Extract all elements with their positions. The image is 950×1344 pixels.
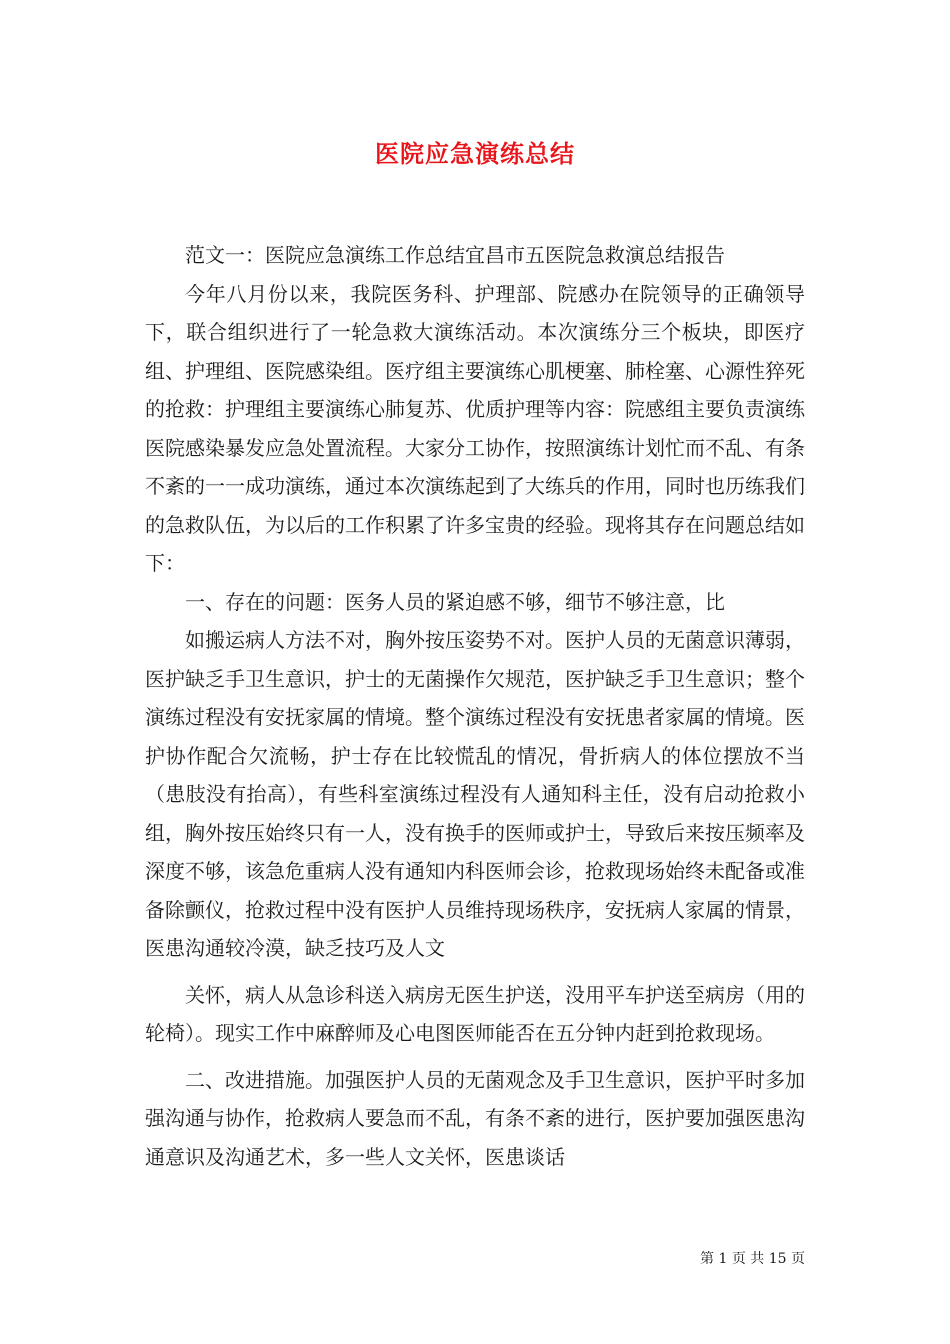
paragraph-improvements: 二、改进措施。加强医护人员的无菌观念及手卫生意识，医护平时多加强沟通与协作，抢救病人要急而不乱，有条不紊的进行，医护要加强医患沟通意识及沟通艺术，多一些人文关怀，医患谈话 [145,1067,805,1169]
page-number: 第 1 页 共 15 页 [700,1251,805,1267]
paragraph-problems-detail: 如搬运病人方法不对，胸外按压姿势不对。医护人员的无菌意识薄弱，医护缺乏手卫生意识，护士的无菌操作欠规范，医护缺乏手卫生意识；整个演练过程没有安抚家属的情境。整个演练过程没有安抚患者家属的情境。医护协作配合欠流畅，护士存在比较慌乱的情况，骨折病人的体位摆放不当（患肢没有抬高），有些科室演练过程没有人通知科主任，没有启动抢救小组，胸外按压始终只有一人，没有换手的医师或护士，导致后来按压频率及深度不够，该急危重病人没有通知内科医师会诊，抢救现场始终未配备或准备除颤仪，抢救过程中没有医护人员维持现场秩序，安抚病人家属的情景，医患沟通较冷漠，缺乏技巧及人文 [145,628,805,960]
paragraph-heading-line: 范文一：医院应急演练工作总结宜昌市五医院急救演总结报告 [185,243,725,267]
document-body [145,236,805,1176]
paragraph-gap [145,968,805,976]
paragraph-problems-heading: 一、存在的问题：医务人员的紧迫感不够，细节不够注意，比 [185,589,725,614]
paragraph-gap [145,1053,805,1061]
paragraph-care: 关怀，病人从急诊科送入病房无医生护送，没用平车护送至病房（用的轮椅）。现实工作中麻醉师及心电图医师能否在五分钟内赶到抢救现场。 [145,982,805,1045]
document-title: 医院应急演练总结 [375,140,575,168]
paragraph-intro: 今年八月份以来，我院医务科、护理部、院感办在院领导的正确领导下，联合组织进行了一轮急救大演练活动。本次演练分三个板块，即医疗组、护理组、医院感染组。医疗组主要演练心肌梗塞、肺栓塞、心源性猝死的抢救：护理组主要演练心肺复苏、优质护理等内容：院感组主要负责演练医院感染暴发应急处置流程。大家分工协作，按照演练计划忙而不乱、有条不紊的一一成功演练，通过本次演练起到了大练兵的作用，同时也历练我们的急救队伍，为以后的工作积累了许多宝贵的经验。现将其存在问题总结如下： [145,281,805,575]
